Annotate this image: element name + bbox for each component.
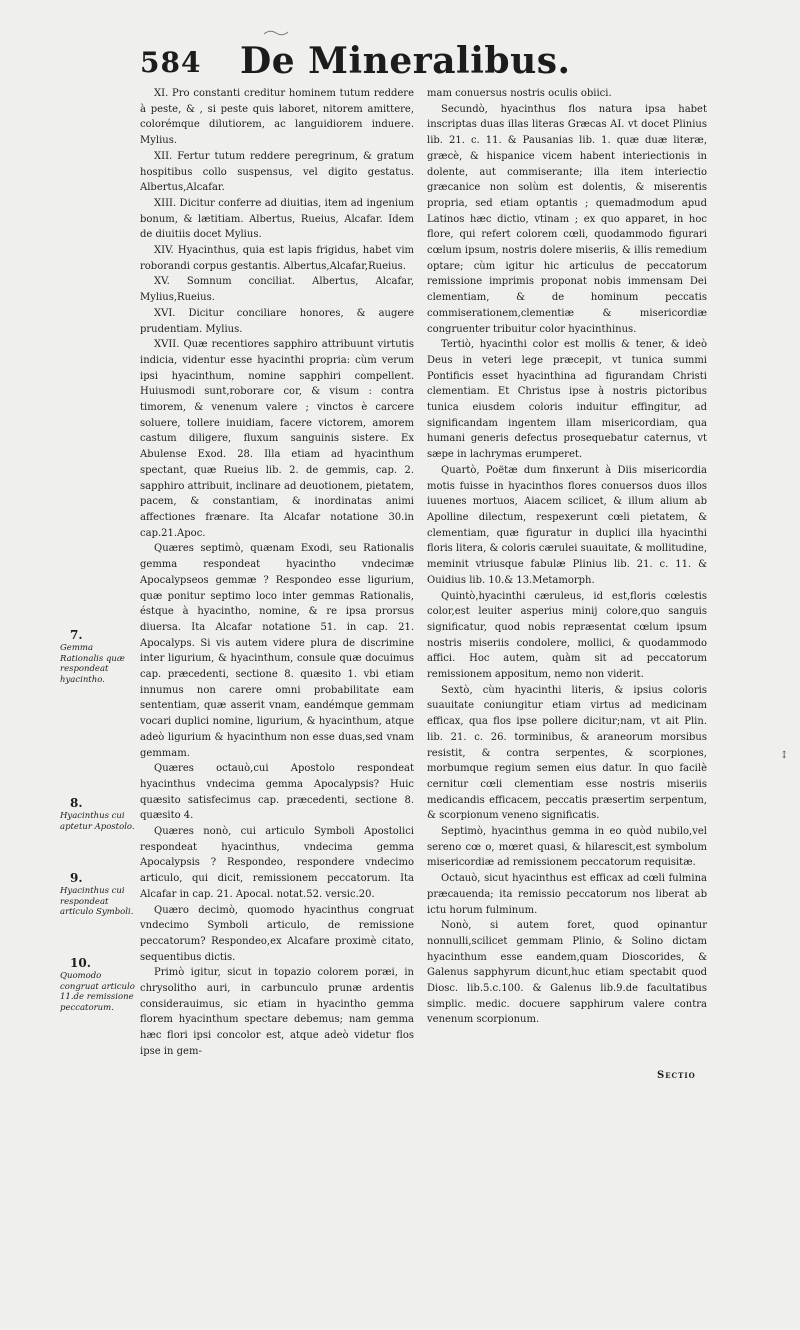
paragraph: XIV. Hyacinthus, quia est lapis frigidus, habet vim roborandi corpus gestantis. Albertus,Alcafar,Rueius. bbox=[140, 245, 414, 272]
margin-note bbox=[60, 956, 136, 1013]
left-column bbox=[140, 86, 414, 1060]
paragraph: XII. Fertur tutum reddere peregrinum, & gratum hospitibus collo suspensus, vel digito gestatus. Albertus,Alcafar. bbox=[140, 150, 414, 194]
ornament-mark bbox=[262, 28, 290, 38]
margin-note-text: Gemma Rationalis quæ respondeat hyacintho. bbox=[60, 643, 125, 685]
paragraph: Quæro decimò, quomodo hyacinthus congruat vndecimo Symboli articulo, de remissione peccatorum? Respondeo,ex Alcafare proximè citato, sequentibus dictis. bbox=[140, 904, 414, 963]
paragraph: mam conuersus nostris oculis obiici. bbox=[427, 88, 612, 99]
paragraph: XI. Pro constanti creditur hominem tutum reddere à peste, & , si peste quis laboret, nitorem amittere, colorémque dilutiorem, ac languidiorem induere. Mylius. bbox=[140, 88, 414, 147]
paragraph: Secundò, hyacinthus flos natura ipsa habet inscriptas duas illas literas Græcas AI. vt docet Plinius lib. 21. c. 11. & Pausanias lib. 1. quæ duæ literæ, græcè, & hispanice vicem habent interiectionis in dolente, aut commiserante; illa item interiectio græcanice non solùm est dolentis, & miserentis propria, sed etiam optantis ; quemadmodum apud Latinos hæc dictio, vtinam ; ex quo apparet, in hoc flore, qui refert colorem cœli, quodammodo figurari cœlum ipsum, nostris dolere miseriis, & illis remedium optare; cùm igitur hic articulus de peccatorum remissione imprimis proponat nobis immensam Dei clementiam, & de hominum peccatis commiserationem,clementiæ & misericordiæ congruenter tribuitur color hyacinthinus. bbox=[427, 103, 707, 335]
running-title: De Mineralibus. bbox=[240, 40, 571, 82]
paragraph: Septimò, hyacinthus gemma in eo quòd nubilo,vel sereno cœ o, mœret quasi, & hilarescit,est symbolum misericordiæ ad remissionem peccatorum requisitæ. bbox=[427, 826, 707, 869]
paragraph: Primò igitur, sicut in topazio colorem poræi, in chrysolitho auri, in carbunculo prunæ ardentis considerauimus, sic etiam in hyacintho gemma florem hyacinthum spectare debemus; nam gemma hæc flori ipsi concolor est, atque adeò videtur flos ipse in gem- bbox=[140, 967, 414, 1057]
paragraph: Quæres octauò,cui Apostolo respondeat hyacinthus vndecima gemma Apocalypsis? Huic quæsito satisfecimus cap. præcedenti, sectione 8. quæsito 4. bbox=[140, 763, 414, 822]
page-header bbox=[140, 40, 700, 90]
margin-note-number: 9. bbox=[70, 871, 83, 885]
margin-note bbox=[60, 628, 136, 685]
paragraph: Nonò, si autem foret, quod opinantur nonnulli,scilicet gemmam Plinio, & Solino dictam hyacinthum esse eandem,quam Dioscorides, & Galenus sapphyrum dicunt,huc etiam spectabit quod Diosc. lib.5.c.100. & Galenus lib.9.de facultatibus simplic. medic. docuere sapphirum valere contra venenum scorpionum. bbox=[427, 920, 707, 1026]
margin-note bbox=[60, 871, 136, 918]
paragraph: Sextò, cùm hyacinthi literis, & ipsius coloris suauitate coniungitur etiam virtus ad medicinam efficax, qua flos ipse pollere dicitur;nam, vt ait Plin. lib. 21. c. 26. torminibus, & araneorum morsibus resistit, & contra serpentes, & scorpiones, morbumque regium semen eius datur. In quo facilè cernitur cœli clementiam esse nostris miseriis medicandis efficacem, peccatis præsertim serpentum, & scorpionum veneno significatis. bbox=[427, 684, 707, 822]
margin-note bbox=[60, 796, 136, 832]
margin-note-text: Quomodo congruat articulo 11.de remissione peccatorum. bbox=[60, 971, 135, 1013]
paragraph: XV. Somnum conciliat. Albertus, Alcafar, Mylius,Rueius. bbox=[140, 276, 414, 304]
paragraph: Quæres nonò, cui articulo Symboli Apostolici respondeat hyacinthus, vndecima gemma Apocalypsis ? Respondeo, respondere vndecimo articulo, qui dicit, remissionem peccatorum. Ita Alcafar in cap. 21. Apocal. notat.52. versic.20. bbox=[140, 826, 414, 900]
page-number: 584 bbox=[140, 46, 202, 79]
margin-note-number: 10. bbox=[70, 956, 91, 970]
paragraph: Tertiò, hyacinthi color est mollis & tener, & ideò Deus in veteri lege præcepit, vt tunica summi Pontificis esset hyacinthina ad figurandam Christi clementiam. Et Christus ipse à nostris pictoribus tunica eiusdem coloris induitur effingitur, ad significandam ingentem illam misericordiam, qua humani generis defectus prosequebatur caternus, vt sæpe in lachrymas erumperet. bbox=[427, 339, 707, 461]
paragraph: XIII. Dicitur conferre ad diuitias, item ad ingenium bonum, & lætitiam. Albertus, Rueius, Alcafar. Idem de diuitiis docet Mylius. bbox=[140, 197, 414, 241]
paragraph: Octauò, sicut hyacinthus est efficax ad cœli fulmina præcauenda; ita remissio peccatorum nos liberat ab ictu horum fulminum. bbox=[427, 873, 707, 916]
paragraph: XVII. Quæ recentiores sapphiro attribuunt virtutis indicia, videntur esse hyacinthi propria: cùm verum ipsi hyacinthum, nomine sapphiri compellent. Huiusmodi sunt,roborare cor, & visum : contra timorem, & venenum valere ; vinctos è carcere soluere, tollere inuidiam, facere victorem, amorem castum diligere, fluxum sanguinis sistere. Ex Abulense Exod. 28. Illa etiam ad hyacinthum spectant, quæ Rueius lib. 2. de gemmis, cap. 2. sapphiro attribuit, inclinare ad deuotionem, pietatem, pacem, & constantiam, & inordinatas animi affectiones frænare. Ita Alcafar notatione 30.in cap.21.Apoc. bbox=[140, 339, 414, 539]
catchword: Sectio bbox=[657, 1070, 696, 1081]
margin-notes bbox=[60, 86, 136, 1086]
right-column bbox=[427, 86, 707, 1028]
paragraph: Quæres septimò, quænam Exodi, seu Rationalis gemma respondeat hyacintho vndecimæ Apocalypseos gemmæ ? Respondeo esse ligurium, quæ ponitur septimo loco inter gemmas Rationalis, éstque à hyacintho, nomine, & re ipsa prorsus diuersa. Ita Alcafar notatione 51. in cap. 21. Apocalyps. Si vis autem videre plura de discrimine inter ligurium, & hyacinthum, consule quæ docuimus cap. præcedenti, sectione 8. quæsito 1. vbi etiam innumus non carere omni probabilitate eam sententiam, quæ asserit vnam, eandémque gemmam vocari duplici nomine, ligurium, & hyacinthum, atque adeò ligurium & hyacinthum non esse duas,sed vnam gemmam. bbox=[140, 543, 414, 759]
margin-note-number: 7. bbox=[70, 628, 83, 642]
margin-note-text: Hyacinthus cui respondeat articulo Symboli. bbox=[60, 886, 134, 917]
paragraph: XVI. Dicitur conciliare honores, & augere prudentiam. Mylius. bbox=[140, 307, 414, 335]
paragraph: Quintò,hyacinthi cæruleus, id est,floris cœlestis color,est leuiter asperius minij colore,quo sanguis significatur, quod nobis repræsentat cœlum ipsum nostris miseriis condolere, mollici, & quodammodo affici. Hoc autem, quàm sit ad peccatorum remissionem appositum, nemo non viderit. bbox=[427, 590, 707, 681]
edge-mark: ↕ bbox=[780, 750, 789, 761]
margin-note-number: 8. bbox=[70, 796, 83, 810]
margin-note-text: Hyacinthus cui aptetur Apostolo. bbox=[60, 811, 135, 832]
paragraph: Quartò, Poëtæ dum finxerunt à Diis misericordia motis fuisse in hyacinthos flores conuersos duos illos iuuenes mortuos, Aiacem scilicet, & illum alium ab Apolline dilectum, respexerunt cœli pietatem, & clementiam, quæ figuratur in duplici illa hyacinthi floris litera, & coloris cærulei suauitate, & mollitudine, meminit vtriusque fabulæ Plinius lib. 21. c. 11. & Ouidius lib. 10.& 13.Metamorph. bbox=[427, 464, 707, 586]
